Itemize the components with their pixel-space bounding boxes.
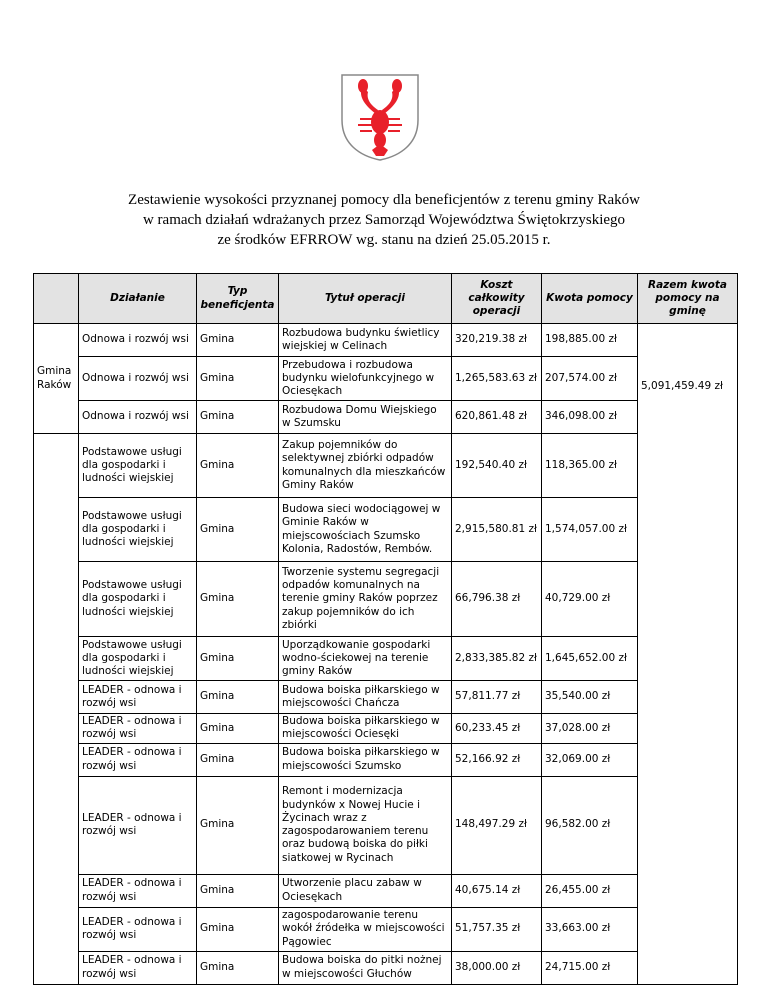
kwota-cell: 37,028.00 zł xyxy=(542,714,638,744)
tytul-cell: Zakup pojemników do selektywnej zbiórki odpadów komunalnych dla mieszkańców Gminy Raków xyxy=(279,434,452,498)
typ-cell: Gmina xyxy=(197,714,279,744)
koszt-cell: 2,833,385.82 zł xyxy=(452,637,542,681)
typ-cell: Gmina xyxy=(197,401,279,434)
dzialanie-cell: LEADER - odnowa i rozwój wsi xyxy=(79,681,197,714)
tytul-cell: Budowa boiska do pitki nożnej w miejscowości Głuchów xyxy=(279,951,452,984)
typ-cell: Gmina xyxy=(197,357,279,401)
tytul-cell: Remont i modernizacja budynków x Nowej Hucie i Życinach wraz z zagospodarowaniem terenu oraz budową boiska do piłki siatkowej w Rycinach xyxy=(279,776,452,874)
koszt-cell: 192,540.40 zł xyxy=(452,434,542,498)
kwota-cell: 32,069.00 zł xyxy=(542,743,638,776)
gmina-cell: Gmina Raków xyxy=(34,324,79,434)
razem-cell: 5,091,459.49 zł xyxy=(638,324,738,985)
dzialanie-cell: Podstawowe usługi dla gospodarki i ludności wiejskiej xyxy=(79,637,197,681)
tytul-cell: zagospodarowanie terenu wokół źródełka w miejscowości Pągowiec xyxy=(279,907,452,951)
dzialanie-cell: Odnowa i rozwój wsi xyxy=(79,401,197,434)
header-razem: Razem kwota pomocy na gminę xyxy=(638,274,738,324)
tytul-cell: Utworzenie placu zabaw w Ociesękach xyxy=(279,874,452,907)
tytul-cell: Tworzenie systemu segregacji odpadów komunalnych na terenie gminy Raków poprzez zakup pojemników do ich zbiórki xyxy=(279,562,452,637)
title-line-3: ze środków EFRROW wg. stanu na dzień 25.05.2015 r. xyxy=(217,232,551,248)
table-row xyxy=(34,776,738,874)
typ-cell: Gmina xyxy=(197,498,279,562)
koszt-cell: 51,757.35 zł xyxy=(452,907,542,951)
table-row xyxy=(34,498,738,562)
kwota-cell: 35,540.00 zł xyxy=(542,681,638,714)
typ-cell: Gmina xyxy=(197,434,279,498)
koszt-cell: 40,675.14 zł xyxy=(452,874,542,907)
header-koszt: Koszt całkowity operacji xyxy=(452,274,542,324)
kwota-cell: 118,365.00 zł xyxy=(542,434,638,498)
typ-cell: Gmina xyxy=(197,874,279,907)
kwota-cell: 33,663.00 zł xyxy=(542,907,638,951)
header-tytul: Tytuł operacji xyxy=(279,274,452,324)
document-title xyxy=(0,190,768,250)
table-row xyxy=(34,907,738,951)
koszt-cell: 320,219.38 zł xyxy=(452,324,542,357)
kwota-cell: 207,574.00 zł xyxy=(542,357,638,401)
kwota-cell: 24,715.00 zł xyxy=(542,951,638,984)
aid-table xyxy=(33,273,738,985)
koszt-cell: 148,497.29 zł xyxy=(452,776,542,874)
koszt-cell: 620,861.48 zł xyxy=(452,401,542,434)
table-row xyxy=(34,951,738,984)
title-line-1: Zestawienie wysokości przyznanej pomocy dla beneficjentów z terenu gminy Raków xyxy=(128,192,640,208)
dzialanie-cell: LEADER - odnowa i rozwój wsi xyxy=(79,776,197,874)
kwota-cell: 1,645,652.00 zł xyxy=(542,637,638,681)
dzialanie-cell: LEADER - odnowa i rozwój wsi xyxy=(79,874,197,907)
table-row xyxy=(34,874,738,907)
header-gmina xyxy=(34,274,79,324)
tytul-cell: Budowa boiska piłkarskiego w miejscowości Szumsko xyxy=(279,743,452,776)
table-row xyxy=(34,357,738,401)
koszt-cell: 60,233.45 zł xyxy=(452,714,542,744)
dzialanie-cell: LEADER - odnowa i rozwój wsi xyxy=(79,714,197,744)
table-row xyxy=(34,401,738,434)
tytul-cell: Uporządkowanie gospodarki wodno-ściekowej na terenie gminy Raków xyxy=(279,637,452,681)
gmina-cell-empty xyxy=(34,434,79,985)
coat-of-arms-crayfish-icon xyxy=(338,72,422,162)
koszt-cell: 57,811.77 zł xyxy=(452,681,542,714)
koszt-cell: 2,915,580.81 zł xyxy=(452,498,542,562)
dzialanie-cell: Odnowa i rozwój wsi xyxy=(79,324,197,357)
typ-cell: Gmina xyxy=(197,324,279,357)
kwota-cell: 26,455.00 zł xyxy=(542,874,638,907)
typ-cell: Gmina xyxy=(197,907,279,951)
dzialanie-cell: LEADER - odnowa i rozwój wsi xyxy=(79,743,197,776)
kwota-cell: 1,574,057.00 zł xyxy=(542,498,638,562)
table-row xyxy=(34,324,738,357)
kwota-cell: 96,582.00 zł xyxy=(542,776,638,874)
tytul-cell: Budowa boiska piłkarskiego w miejscowości Chańcza xyxy=(279,681,452,714)
kwota-cell: 346,098.00 zł xyxy=(542,401,638,434)
dzialanie-cell: LEADER - odnowa i rozwój wsi xyxy=(79,907,197,951)
koszt-cell: 38,000.00 zł xyxy=(452,951,542,984)
dzialanie-cell: Podstawowe usługi dla gospodarki i ludności wiejskiej xyxy=(79,434,197,498)
table-row xyxy=(34,681,738,714)
typ-cell: Gmina xyxy=(197,637,279,681)
table-row xyxy=(34,743,738,776)
koszt-cell: 1,265,583.63 zł xyxy=(452,357,542,401)
table-row xyxy=(34,637,738,681)
typ-cell: Gmina xyxy=(197,562,279,637)
dzialanie-cell: Odnowa i rozwój wsi xyxy=(79,357,197,401)
kwota-cell: 40,729.00 zł xyxy=(542,562,638,637)
tytul-cell: Budowa sieci wodociągowej w Gminie Raków w miejscowościach Szumsko Kolonia, Radostów, Rembów. xyxy=(279,498,452,562)
dzialanie-cell: LEADER - odnowa i rozwój wsi xyxy=(79,951,197,984)
koszt-cell: 66,796.38 zł xyxy=(452,562,542,637)
koszt-cell: 52,166.92 zł xyxy=(452,743,542,776)
typ-cell: Gmina xyxy=(197,743,279,776)
table-body xyxy=(34,324,738,985)
table-row xyxy=(34,434,738,498)
dzialanie-cell: Podstawowe usługi dla gospodarki i ludności wiejskiej xyxy=(79,562,197,637)
header-typ: Typ beneficjenta xyxy=(197,274,279,324)
tytul-cell: Budowa boiska piłkarskiego w miejscowości Ociesęki xyxy=(279,714,452,744)
table-row xyxy=(34,562,738,637)
tytul-cell: Rozbudowa Domu Wiejskiego w Szumsku xyxy=(279,401,452,434)
typ-cell: Gmina xyxy=(197,951,279,984)
header-kwota: Kwota pomocy xyxy=(542,274,638,324)
table-row xyxy=(34,714,738,744)
tytul-cell: Przebudowa i rozbudowa budynku wielofunkcyjnego w Ociesękach xyxy=(279,357,452,401)
typ-cell: Gmina xyxy=(197,681,279,714)
dzialanie-cell: Podstawowe usługi dla gospodarki i ludności wiejskiej xyxy=(79,498,197,562)
title-line-2: w ramach działań wdrażanych przez Samorząd Województwa Świętokrzyskiego xyxy=(142,212,626,228)
typ-cell: Gmina xyxy=(197,776,279,874)
kwota-cell: 198,885.00 zł xyxy=(542,324,638,357)
tytul-cell: Rozbudowa budynku świetlicy wiejskiej w Celinach xyxy=(279,324,452,357)
header-dzialanie: Działanie xyxy=(79,274,197,324)
table-header-row xyxy=(34,274,738,324)
